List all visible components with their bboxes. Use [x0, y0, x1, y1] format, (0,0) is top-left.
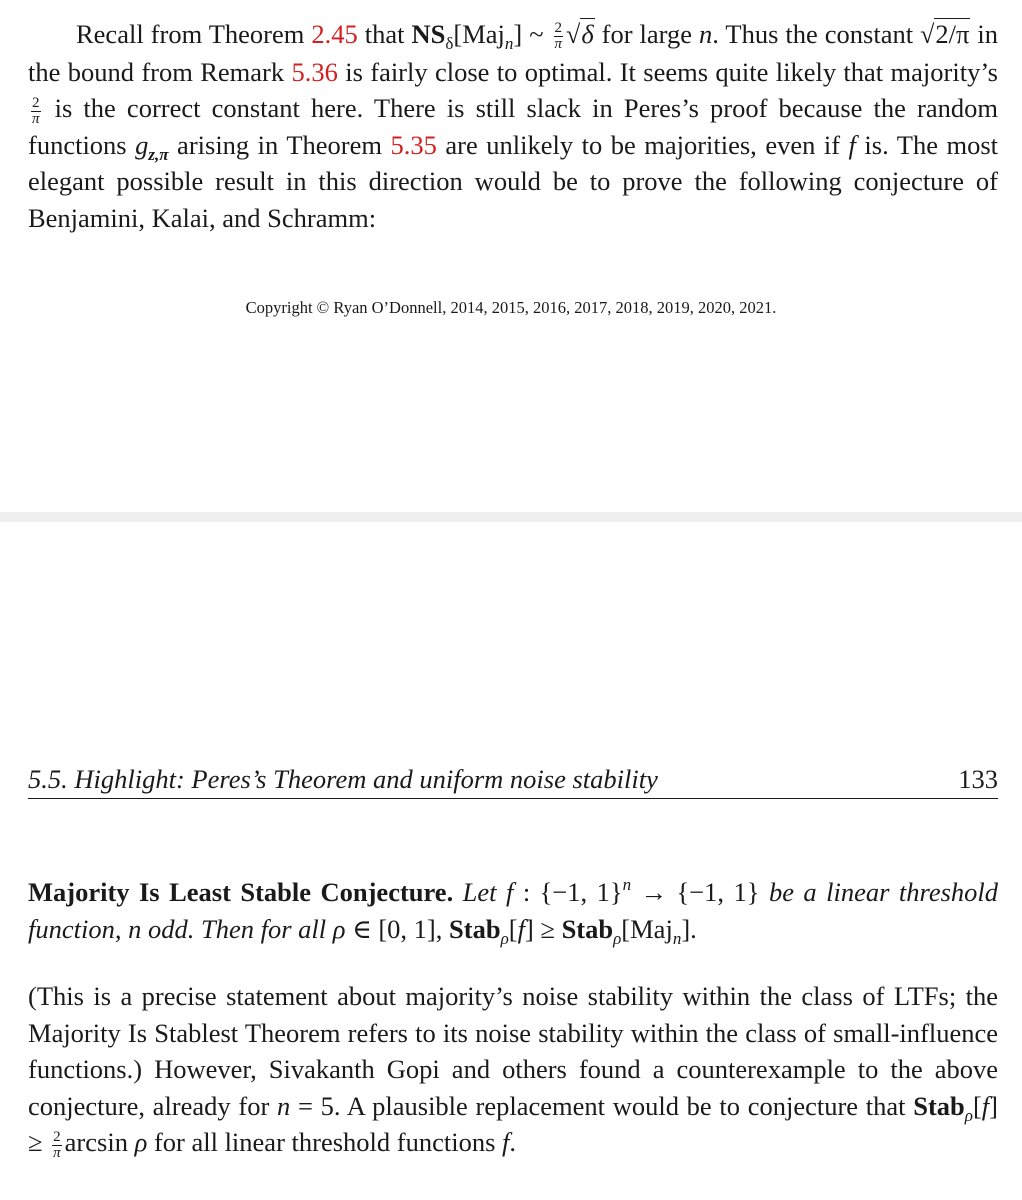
text-run: is fairly close to optimal. It seems quite likely that majority’s	[337, 56, 998, 87]
rho-subscript: ρ	[500, 928, 509, 948]
text-run: ] ~	[513, 19, 551, 49]
fraction-numerator: 2	[554, 20, 563, 37]
text-run: (This is a precise statement about majority’s noise stability within the class of LTFs; the Majority Is Stablest Theorem refers to its noise stability within the class of small-influence functions.) However, Sivakanth Gopi and others found a counterexample to the above conjecture, already for	[28, 981, 998, 1121]
fraction-numerator: 2	[32, 94, 40, 111]
arcsin-function: arcsin	[64, 1127, 128, 1158]
stab-operator: Stab	[449, 913, 501, 944]
fraction-denominator: π	[554, 36, 563, 53]
variable-f: f	[848, 129, 856, 160]
ns-operator: NS	[411, 19, 446, 49]
radical-sign: √	[920, 20, 935, 49]
sqrt-2-over-pi	[920, 19, 970, 49]
page-top	[0, 0, 1022, 512]
stab-operator: Stab	[913, 1090, 965, 1121]
text-run: is. The most elegant possible result in this direction would be to prove the following conjecture of Benjamini, Kalai, and Schramm:	[28, 129, 998, 233]
variable-n: n	[277, 1090, 291, 1121]
fraction-numerator: 2	[53, 1128, 61, 1145]
text-run: are unlikely to be majorities, even if	[436, 129, 849, 160]
fraction-2-over-pi	[31, 96, 41, 127]
page-bottom	[0, 522, 1022, 1200]
text-run: for all linear threshold functions	[147, 1127, 503, 1158]
text-run: that	[357, 19, 412, 49]
text-run: Recall from Theorem	[76, 19, 312, 49]
text-run: = 5. A plausible replacement would be to conjecture that	[290, 1090, 914, 1121]
section-title: 5.5. Highlight: Peres’s Theorem and uniform noise stability	[28, 764, 658, 794]
page-separator	[0, 512, 1022, 522]
variable-rho: ρ	[134, 1127, 148, 1158]
paragraph-recall-theorem	[28, 16, 998, 237]
delta-subscript: δ	[445, 34, 454, 53]
fraction-2-over-pi	[52, 1130, 62, 1161]
text-run: in the bound from Remark	[28, 19, 998, 87]
fraction-2-over-pi	[554, 21, 564, 52]
variable-f: f	[502, 1127, 510, 1158]
paragraph-counterexample	[28, 978, 998, 1161]
text-run: [Maj	[621, 913, 673, 944]
sqrt-delta	[566, 19, 595, 49]
text-run: be a linear threshold function, n odd. Then for all	[28, 877, 999, 944]
stab-operator: Stab	[561, 913, 614, 944]
g-subscript: z,π	[148, 144, 169, 164]
variable-f: f	[517, 913, 525, 944]
rho-subscript: ρ	[613, 928, 622, 948]
fraction-denominator: π	[31, 110, 40, 127]
text-run: ] ≥	[524, 913, 562, 944]
text-run: [	[972, 1090, 982, 1121]
text-run: Let	[453, 877, 506, 907]
n-subscript: n	[504, 34, 514, 53]
running-header	[28, 764, 998, 799]
conjecture-name: Majority Is Least Stable Conjecture.	[28, 877, 454, 907]
text-run: arising in Theorem	[168, 129, 391, 160]
conjecture-statement	[28, 874, 998, 947]
text-run: → {−1, 1}	[631, 877, 769, 907]
text-run: .	[509, 1127, 517, 1158]
text-run: for large	[594, 19, 700, 49]
text-run: ] ≥	[28, 1090, 998, 1158]
radicand: δ	[581, 19, 594, 49]
remark-5-36-link[interactable]: 5.36	[291, 56, 338, 87]
radicand: 2/π	[935, 19, 970, 49]
n-subscript: n	[672, 928, 682, 948]
text-run: [	[508, 913, 518, 944]
rho-subscript: ρ	[964, 1105, 973, 1125]
variable-g: g	[135, 129, 149, 160]
text-run: is the correct constant here. There is still slack in Peres’s proof because the random functions	[28, 93, 998, 160]
theorem-5-35-link[interactable]: 5.35	[390, 129, 437, 160]
page-number: 133	[958, 764, 998, 794]
copyright-notice: Copyright © Ryan O’Donnell, 2014, 2015, 2016, 2017, 2018, 2019, 2020, 2021.	[245, 298, 777, 317]
radical-sign: √	[566, 20, 581, 49]
text-run: . Thus the constant	[712, 19, 921, 49]
variable-f: f	[505, 877, 514, 907]
n-superscript: n	[622, 875, 632, 894]
text-run: ].	[681, 913, 697, 944]
text-run: ∈ [0, 1],	[345, 913, 449, 944]
text-run: : {−1, 1}	[513, 877, 623, 907]
variable-f: f	[981, 1090, 990, 1121]
text-run: [Maj	[453, 19, 505, 49]
variable-rho: ρ	[332, 913, 346, 944]
variable-n: n	[699, 19, 713, 49]
fraction-denominator: π	[53, 1144, 61, 1161]
theorem-2-45-link[interactable]: 2.45	[311, 19, 358, 49]
